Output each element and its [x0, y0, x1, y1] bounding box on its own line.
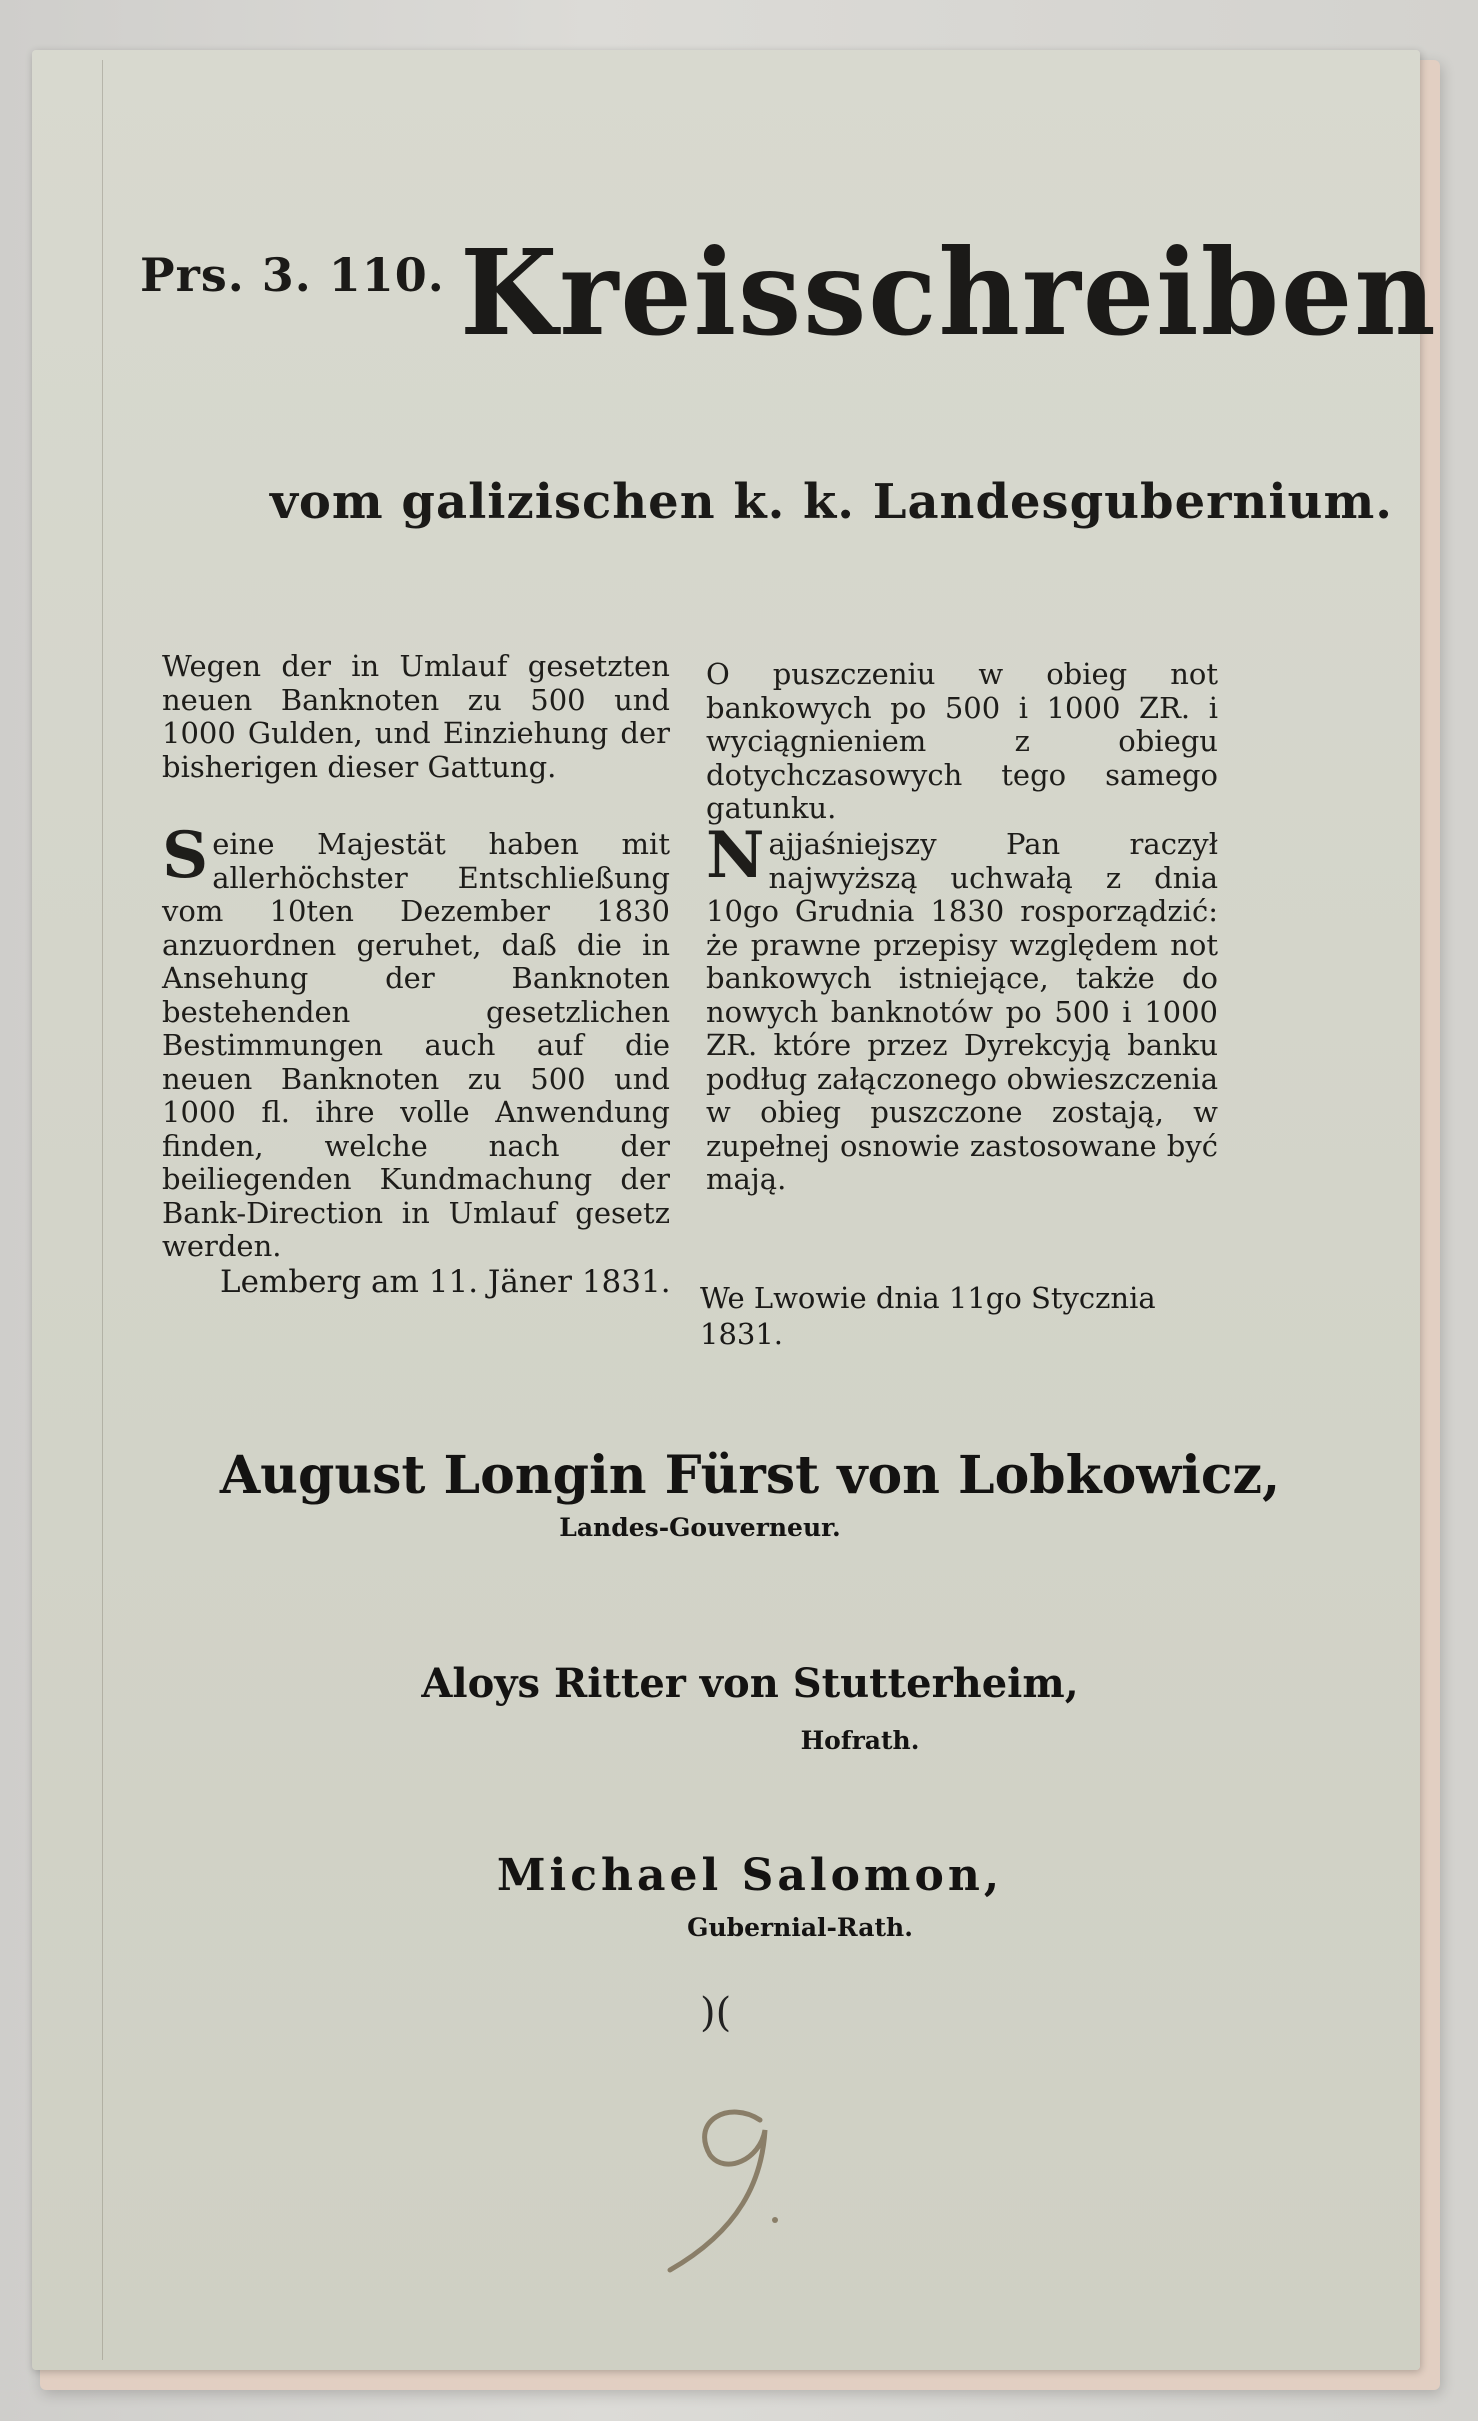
german-dropcap: S	[162, 818, 209, 893]
signature-name-1: August Longin Fürst von Lobkowicz,	[219, 1445, 1281, 1506]
polish-date: We Lwowie dnia 11go Stycznia 1831.	[700, 1281, 1156, 1351]
printer-mark: )(	[700, 1990, 732, 2036]
signature-role-2: Hofrath.	[800, 1726, 920, 1755]
signature-name-2: Aloys Ritter von Stutterheim,	[421, 1660, 1079, 1707]
reference-number: Prs. 3. 110.	[140, 248, 445, 302]
polish-body-text: ajjaśniejszy Pan raczył najwyższą uchwałą z dnia 10go Grudnia 1830 rosporządzić: że prawne przepisy względem not bankowych istniejące, także do nowych banknotów po 500 i 1000 ZR. które przez Dyrekcyją banku podług załączonego obwieszczenia w obieg puszczone zostają, w zupełnej osnowie zastosowane być mają.	[706, 827, 1218, 1196]
polish-dropcap: N	[706, 818, 765, 893]
german-body-text: eine Majestät haben mit allerhöchster Entschließung vom 10ten Dezember 1830 anzuordnen geruhet, daß die in Ansehung der Banknoten bestehenden gesetzlichen Bestimmungen auch auf die neuen Banknoten zu 500 und 1000 fl. ihre volle Anwendung finden, welche nach der beiliegenden Kundmachung der Bank-Direction in Umlauf gesetz werden.	[162, 827, 670, 1263]
fold-line	[102, 60, 103, 2360]
german-heading: Wegen der in Umlauf gesetzten neuen Banknoten zu 500 und 1000 Gulden, und Einziehung der bisherigen dieser Gattung.	[162, 649, 670, 784]
polish-body	[706, 818, 1218, 1197]
german-date: Lemberg am 11. Jäner 1831.	[220, 1264, 671, 1300]
signature-role-1: Landes-Gouverneur.	[559, 1513, 841, 1542]
signature-name-3: Michael Salomon,	[496, 1850, 1004, 1901]
german-body	[162, 818, 670, 1264]
handwritten-number	[650, 2080, 810, 2280]
signature-role-3: Gubernial-Rath.	[687, 1913, 913, 1942]
document-title: Kreisschreiben	[460, 224, 1438, 363]
document-subtitle: vom galizischen k. k. Landesgubernium.	[270, 474, 1393, 530]
polish-heading: O puszczeniu w obieg not bankowych po 500 i 1000 ZR. i wyciągnieniem z obiegu dotychczasowych tego samego gatunku.	[706, 657, 1218, 825]
